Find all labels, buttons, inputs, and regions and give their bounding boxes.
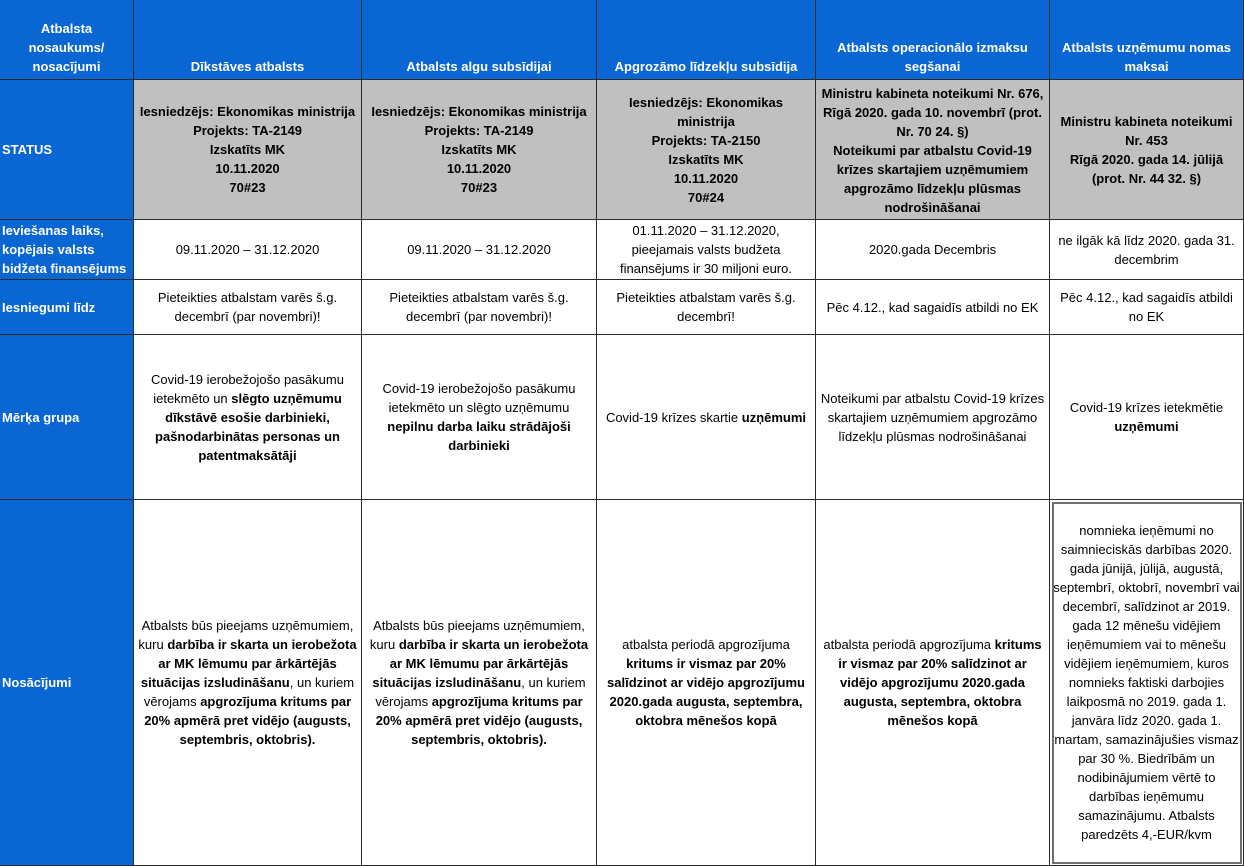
conditions-label-text: Nosācījumi: [2, 675, 72, 690]
header-cell-rent[interactable]: [1050, 0, 1244, 80]
conditions-downtime-bold-2: apgrozījuma kritums par 20% apmērā pret vidējo (augusts, septembris, oktobris).: [144, 694, 352, 747]
target-downtime-text: [137, 370, 358, 465]
timing-cell-operational-costs[interactable]: [816, 220, 1050, 280]
target-wage-subsidy-bold: nepilnu darba laiku strādājoši darbinieki: [387, 419, 571, 453]
status-cell-downtime[interactable]: [134, 80, 362, 220]
header-cell-criteria[interactable]: [0, 0, 134, 80]
conditions-downtime-text: [137, 616, 358, 749]
header-working-capital-text: Apgrozāmo līdzekļu subsīdija: [614, 59, 798, 74]
header-cell-downtime[interactable]: [134, 0, 362, 80]
conditions-cell-downtime[interactable]: [134, 500, 362, 866]
timing-cell-working-capital[interactable]: [597, 220, 816, 280]
row-label-timing[interactable]: [0, 220, 134, 280]
status-cell-rent[interactable]: [1050, 80, 1244, 220]
submit-rent-text: Pēc 4.12., kad sagaidīs atbildi no EK: [1060, 290, 1233, 324]
submit-label-text: Iesniegumi līdz: [2, 299, 96, 315]
row-label-conditions[interactable]: [0, 500, 134, 866]
timing-cell-wage-subsidy[interactable]: [362, 220, 597, 280]
timing-cell-rent[interactable]: [1050, 220, 1244, 280]
conditions-working-capital-bold: kritums ir vismaz par 20% salīdzinot ar vidējo apgrozījumu 2020.gada augusta, septembra, oktobra mēnešos kopā: [607, 656, 805, 728]
timing-downtime-text: 09.11.2020 – 31.12.2020: [175, 242, 320, 257]
target-cell-downtime[interactable]: [134, 335, 362, 500]
timing-cell-downtime[interactable]: [134, 220, 362, 280]
target-cell-working-capital[interactable]: [597, 335, 816, 500]
submit-working-capital-text: Pieteikties atbalstam varēs š.g. decembrī!: [616, 290, 796, 324]
header-operational-costs-text: Atbalsts operacionālo izmaksu segšanai: [837, 40, 1028, 74]
submit-wage-subsidy-text: Pieteikties atbalstam varēs š.g. decembrī (par novembri)!: [389, 290, 569, 324]
submit-cell-operational-costs[interactable]: [816, 280, 1050, 335]
timing-label-text: Ieviešanas laiks, kopējais valsts bidžeta finansējums: [2, 223, 127, 276]
conditions-working-capital-text: [600, 635, 812, 730]
status-rent-text: Ministru kabineta noteikumi Nr. 453 Rīgā 2020. gada 14. jūlijā (prot. Nr. 44 32. §): [1060, 113, 1233, 186]
target-downtime-bold: slēgto uzņēmumu dīkstāvē esošie darbinieki, pašnodarbinātas personas un patentmaksātāji: [155, 390, 342, 463]
target-working-capital-bold: uzņēmumi: [741, 409, 807, 425]
timing-rent-text: ne ilgāk kā līdz 2020. gada 31. decembrim: [1058, 232, 1235, 267]
status-wage-subsidy-text: Iesniedzējs: Ekonomikas ministrija Projekts: TA-2149 Izskatīts MK 10.11.2020 70#23: [371, 104, 587, 195]
submit-cell-downtime[interactable]: [134, 280, 362, 335]
row-label-status[interactable]: [0, 80, 134, 220]
conditions-cell-working-capital[interactable]: [597, 500, 816, 866]
target-label-text: Mērķa grupa: [2, 409, 80, 425]
target-working-capital-plain: Covid-19 krīzes skartie: [605, 409, 742, 425]
status-cell-operational-costs[interactable]: [816, 80, 1050, 220]
conditions-operational-costs-text: [819, 635, 1046, 730]
header-rent-text: Atbalsts uzņēmumu nomas maksai: [1061, 40, 1232, 74]
conditions-wage-subsidy-text: [365, 616, 593, 749]
target-rent-bold: uzņēmumi: [1114, 419, 1179, 434]
target-rent-text: [1053, 398, 1240, 436]
conditions-cell-wage-subsidy[interactable]: [362, 500, 597, 866]
submit-downtime-text: Pieteikties atbalstam varēs š.g. decembrī (par novembri)!: [157, 290, 338, 324]
target-cell-operational-costs[interactable]: [816, 335, 1050, 500]
conditions-wage-subsidy-bold-2: apgrozījuma kritums par 20% apmērā pret vidējo (augusts, septembris, oktobris).: [375, 694, 583, 747]
timing-operational-costs-text: 2020.gada Decembris: [868, 242, 997, 257]
target-wage-subsidy-plain: Covid-19 ierobežojošo pasākumu ietekmēto un slēgto uzņēmumu: [382, 381, 576, 415]
submit-cell-rent[interactable]: [1050, 280, 1244, 335]
status-downtime-text: Iesniedzējs: Ekonomikas ministrija Projekts: TA-2149 Izskatīts MK 10.11.2020 70#23: [139, 104, 356, 195]
status-cell-wage-subsidy[interactable]: [362, 80, 597, 220]
conditions-operational-costs-bold: kritums ir vismaz par 20% salīdzinot ar vidējo apgrozījumu 2020.gada augusta, septembra, oktobra mēnešos kopā: [838, 637, 1042, 728]
row-label-submit[interactable]: [0, 280, 134, 335]
conditions-downtime-plain-1: Atbalsts būs pieejams uzņēmumiem, kuru: [138, 618, 354, 652]
header-wage-subsidy-text: Atbalsts algu subsīdijai: [406, 59, 552, 74]
conditions-working-capital-plain: atbalsta periodā apgrozījuma: [622, 637, 790, 652]
submit-cell-working-capital[interactable]: [597, 280, 816, 335]
conditions-wage-subsidy-plain-1: Atbalsts būs pieejams uzņēmumiem, kuru: [369, 618, 585, 652]
header-downtime-text: Dīkstāves atbalsts: [190, 59, 305, 74]
status-label-text: STATUS: [2, 142, 53, 157]
conditions-wage-subsidy-bold-1: darbība ir skarta un ierobežota ar MK lēmumu par ārkārtējās situācijas izsludināšanu: [372, 637, 589, 690]
target-cell-rent[interactable]: [1050, 335, 1244, 500]
target-operational-costs-text: Noteikumi par atbalstu Covid-19 krīzes skartajiem uzņēmumiem apgrozāmo līdzekļu plūsmas nodrošināšanai: [820, 390, 1045, 444]
target-downtime-plain: Covid-19 ierobežojošo pasākumu ietekmēto un: [151, 371, 344, 406]
conditions-rent-text: nomnieka ieņēmumi no saimnieciskās darbības 2020. gada jūnijā, jūlijā, augustā, septembrī, oktobrī, novembrī vai decembrī, salīdzinot ar 2019. gada 12 mēnešu vidējiem ieņēmumiem vai to mēnešu vidējiem ieņēmumiem, kuros nomnieks faktiski darbojies laikposmā no 2019. gada 1. janvāra līdz 2020. gada 1. martam, samazinājušies vismaz par 30 %. Biedrībām un nodibinājumiem vērtē to darbības ieņēmumu samazinājumu. Atbalsts paredzēts 4,-EUR/kvm: [1053, 523, 1240, 842]
conditions-wage-subsidy-plain-2: , un kuriem vērojams: [375, 675, 586, 709]
submit-operational-costs-text: Pēc 4.12., kad sagaidīs atbildi no EK: [826, 299, 1039, 315]
row-label-target-group[interactable]: [0, 335, 134, 500]
conditions-cell-rent[interactable]: [1050, 500, 1244, 866]
target-working-capital-text: [606, 408, 806, 427]
timing-wage-subsidy-text: 09.11.2020 – 31.12.2020: [407, 242, 551, 257]
header-cell-wage-subsidy[interactable]: [362, 0, 597, 80]
header-cell-working-capital[interactable]: [597, 0, 816, 80]
target-rent-plain: Covid-19 krīzes ietekmētie: [1069, 400, 1224, 415]
timing-working-capital-text: 01.11.2020 – 31.12.2020, pieejamais valsts budžeta finansējums ir 30 miljoni euro.: [620, 223, 792, 276]
header-criteria-text: Atbalsta nosaukums/ nosacījumi: [28, 21, 105, 74]
status-cell-working-capital[interactable]: [597, 80, 816, 220]
conditions-downtime-plain-2: , un kuriem vērojams: [143, 675, 355, 709]
conditions-downtime-bold-1: darbība ir skarta un ierobežota ar MK lēmumu par ārkārtējās situācijas izsludināšanu: [140, 637, 357, 690]
target-wage-subsidy-text: [365, 379, 593, 455]
submit-cell-wage-subsidy[interactable]: [362, 280, 597, 335]
target-cell-wage-subsidy[interactable]: [362, 335, 597, 500]
header-cell-operational-costs[interactable]: [816, 0, 1050, 80]
conditions-cell-operational-costs[interactable]: [816, 500, 1050, 866]
conditions-operational-costs-plain: atbalsta periodā apgrozījuma: [823, 637, 995, 652]
status-working-capital-text: Iesniedzējs: Ekonomikas ministrija Projekts: TA-2150 Izskatīts MK 10.11.2020 70#24: [629, 94, 783, 205]
status-operational-costs-text: Ministru kabineta noteikumi Nr. 676, Rīgā 2020. gada 10. novembrī (prot. Nr. 70 24. §) Noteikumi par atbalstu Covid-19 krīzes skartajiem uzņēmumiem apgrozāmo līdzekļu plūsmas nodrošināšanai: [821, 86, 1044, 215]
